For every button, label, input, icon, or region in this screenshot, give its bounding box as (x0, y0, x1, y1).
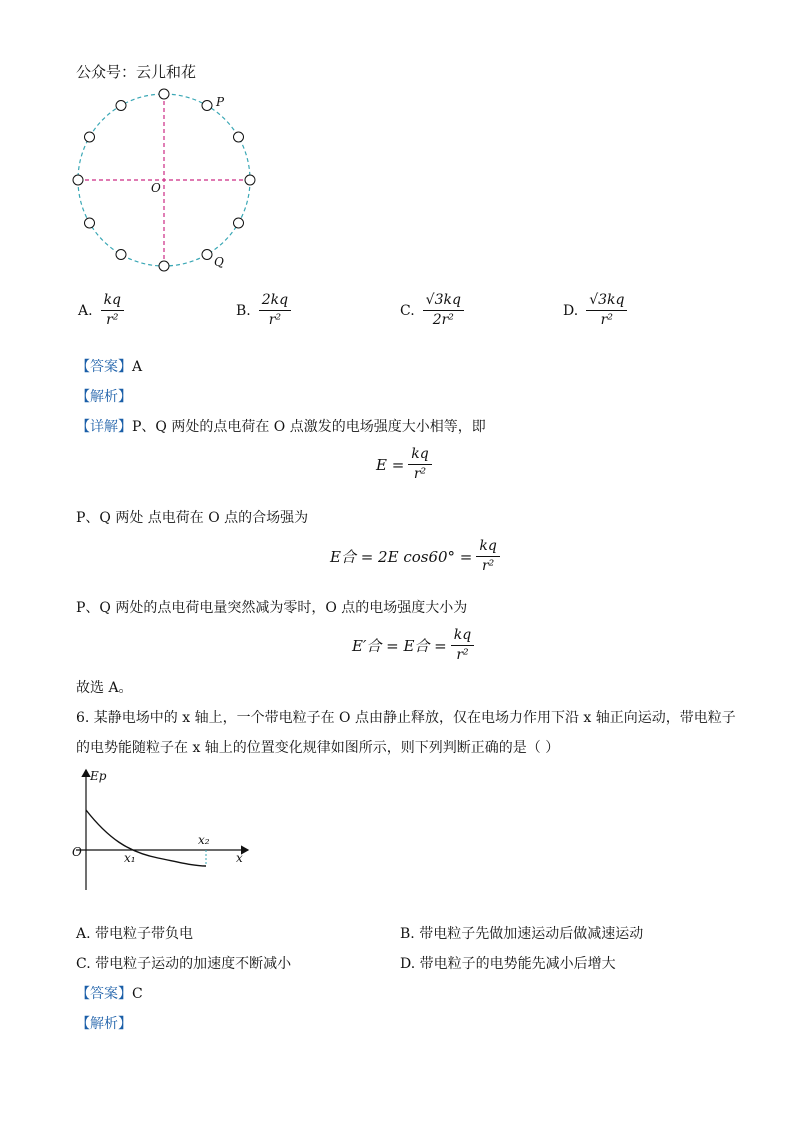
point-charge (73, 175, 83, 185)
origin-label: O (72, 845, 82, 859)
option-letter: A. (78, 302, 93, 319)
label-q: Q (214, 255, 224, 269)
option-fraction: $\frac{√3kq}{\text{2r²}}$ (423, 292, 464, 329)
option-letter: C. (400, 302, 415, 319)
q5-conclusion: 故选 A。 (76, 680, 133, 696)
option-fraction: $\frac{kq}{\text{r²}}$ (101, 292, 124, 329)
point-charge (116, 101, 126, 111)
point-charge (234, 132, 244, 142)
x-axis-label: x (236, 851, 243, 865)
x1-label: x₁ (124, 851, 136, 865)
q6-answer (76, 984, 143, 1004)
point-charge (85, 132, 95, 142)
equation-fraction: $\frac{kq}{\text{r²}}$ (408, 446, 431, 483)
option-letter: B. (236, 302, 251, 319)
option-text: 带电粒子带负电 (95, 926, 194, 942)
answer-tag: 【答案】 (76, 986, 132, 1002)
q6-analysis-tag: 【解析】 (76, 1016, 132, 1032)
point-charge (202, 250, 212, 260)
option-text: 带电粒子运动的加速度不断减小 (95, 956, 292, 972)
detail-tag: 【详解】 (76, 419, 132, 435)
option-letter: C. (76, 956, 91, 972)
q5-detail-line3: P、Q 两处的点电荷电量突然减为零时，O 点的电场强度大小为 (76, 600, 468, 616)
point-charge (116, 250, 126, 260)
q6-option-b[interactable] (400, 924, 643, 944)
ep-x-graph (68, 764, 258, 894)
answer-value: C (132, 986, 143, 1002)
q5-detail-line2: P、Q 两处 点电荷在 O 点的合场强为 (76, 510, 309, 526)
q5-analysis-tag: 【解析】 (76, 389, 132, 405)
point-charge (159, 89, 169, 99)
q5-answer (76, 357, 142, 377)
equation-lhs: E = (376, 455, 405, 474)
equation-lhs: E合 = 2E cos60° = (330, 548, 473, 566)
point-charge (85, 218, 95, 228)
y-axis-label: Ep (90, 769, 107, 783)
label-p: P (216, 95, 225, 109)
q5-option-d[interactable] (563, 292, 627, 329)
answer-tag: 【答案】 (76, 359, 132, 375)
option-letter: A. (76, 926, 91, 942)
q5-option-c[interactable] (400, 292, 464, 329)
option-letter: B. (400, 926, 415, 942)
option-fraction: $\frac{√3kq}{\text{r²}}$ (586, 292, 627, 329)
option-letter: D. (563, 302, 579, 319)
x2-label: x₂ (198, 833, 210, 847)
q6-option-c[interactable] (76, 954, 291, 974)
equation-fraction: $\frac{kq}{\text{r²}}$ (451, 627, 474, 664)
equation-2 (330, 538, 500, 575)
equation-lhs: E′合 = E合 = (352, 637, 447, 655)
option-text: 带电粒子的电势能先减小后增大 (419, 956, 616, 972)
q5-option-a[interactable] (78, 292, 124, 329)
ep-curve (86, 810, 206, 866)
equation-1 (376, 446, 432, 483)
point-charge (202, 101, 212, 111)
point-charge (234, 218, 244, 228)
option-fraction: $\frac{2kq}{\text{r²}}$ (259, 292, 291, 329)
option-text: 带电粒子先做加速运动后做减速运动 (419, 926, 644, 942)
q6-stem-line1: 6. 某静电场中的 x 轴上，一个带电粒子在 O 点由静止释放，仅在电场力作用下沿 x 轴正向运动，带电粒子 (76, 710, 736, 726)
q6-option-a[interactable] (76, 924, 193, 944)
equation-3 (352, 627, 474, 664)
label-o: O (151, 181, 161, 195)
answer-value: A (132, 359, 143, 375)
q5-detail-line1 (76, 417, 486, 437)
q5-option-b[interactable] (236, 292, 291, 329)
point-charge (159, 261, 169, 271)
q6-option-d[interactable] (400, 954, 616, 974)
detail-text: P、Q 两处的点电荷在 O 点激发的电场强度大小相等，即 (132, 419, 486, 435)
point-charge (245, 175, 255, 185)
option-letter: D. (400, 956, 416, 972)
q6-stem-line2: 的电势能随粒子在 x 轴上的位置变化规律如图所示，则下列判断正确的是（ ） (76, 740, 560, 756)
header-text: 公众号：云儿和花 (76, 63, 197, 81)
circle-charge-figure (66, 84, 276, 284)
equation-fraction: $\frac{kq}{\text{r²}}$ (476, 538, 499, 575)
